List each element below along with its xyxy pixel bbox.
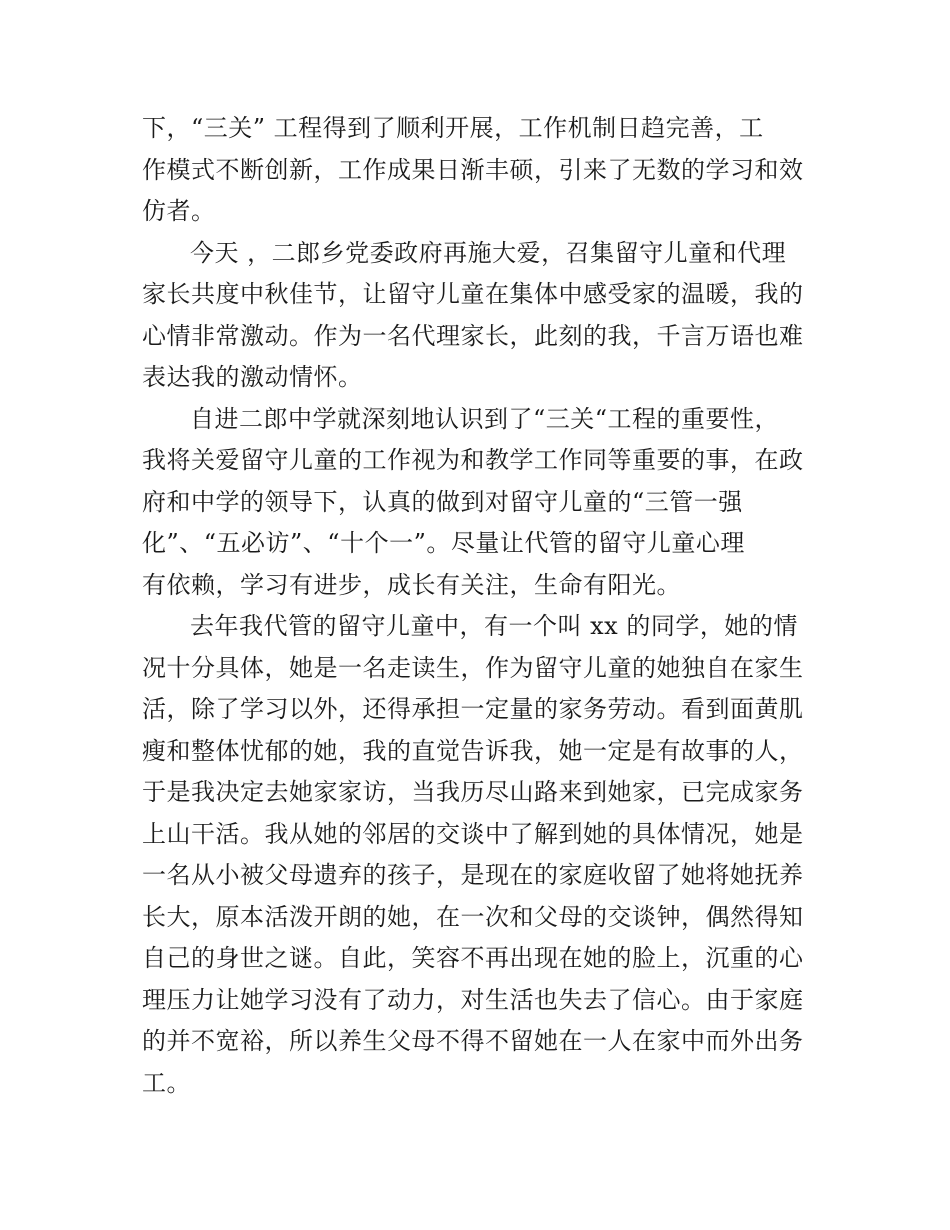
text-line: 瘦和整体忧郁的她，我的直觉告诉我，她一定是有故事的人，: [142, 736, 804, 765]
text-line: 家长共度中秋佳节，让留守儿童在集体中感受家的温暖，我的: [142, 280, 804, 308]
text-line: 心情非常激动。作为一名代理家长，此刻的我，千言万语也难: [142, 321, 804, 350]
text-line: 今天 ，二郎乡党委政府再施大爱，召集留守儿童和代理: [190, 238, 787, 267]
paragraph: [142, 399, 812, 607]
text-line: 于是我决定去她家家访，当我历尽山路来到她家，已完成家务: [142, 778, 804, 806]
text-line: 工。: [142, 1068, 191, 1097]
text-line: 化”、“五必访”、“十个一”。尽量让代管的留守儿童心理: [142, 529, 745, 557]
text-line: 府和中学的领导下，认真的做到对留守儿童的“三管一强: [142, 487, 743, 516]
text-line: 自己的身世之谜。自此，笑容不再出现在她的脸上，沉重的心: [142, 944, 804, 972]
text-line: 况十分具体，她是一名走读生，作为留守儿童的她独自在家生: [142, 653, 804, 682]
text-line: 活，除了学习以外，还得承担一定量的家务劳动。看到面黄肌: [142, 695, 804, 723]
text-line: 有依赖，学习有进步，成长有关注，生命有阳光。: [142, 570, 681, 599]
document-page: [142, 108, 812, 1104]
text-line: 仿者。: [142, 197, 216, 225]
text-line: 的并不宽裕，所以养生父母不得不留她在一人在家中而外出务: [142, 1027, 804, 1055]
text-line: 下，“三关” 工程得到了顺利开展，工作机制日趋完善，工: [142, 114, 764, 142]
paragraph: [142, 108, 812, 233]
text-line: 我将关爱留守儿童的工作视为和教学工作同等重要的事，在政: [142, 446, 804, 474]
text-line: 理压力让她学习没有了动力，对生活也失去了信心。由于家庭: [142, 985, 804, 1014]
text-line: 一名从小被父母遗弃的孩子，是现在的家庭收留了她将她抚养: [142, 861, 804, 889]
paragraph: [142, 233, 812, 399]
paragraph: [142, 606, 812, 1104]
text-line: 长大，原本活泼开朗的她，在一次和父母的交谈钟，偶然得知: [142, 902, 804, 931]
text-line: 去年我代管的留守儿童中，有一个叫 xx 的同学，她的情: [190, 612, 798, 640]
text-line: 上山干活。我从她的邻居的交谈中了解到她的具体情况，她是: [142, 819, 804, 848]
text-line: 自进二郎中学就深刻地认识到了“三关“工程的重要性，: [190, 404, 780, 433]
text-line: 表达我的激动情怀。: [142, 363, 363, 391]
text-line: 作模式不断创新，工作成果日渐丰硕，引来了无数的学习和效: [142, 155, 804, 184]
